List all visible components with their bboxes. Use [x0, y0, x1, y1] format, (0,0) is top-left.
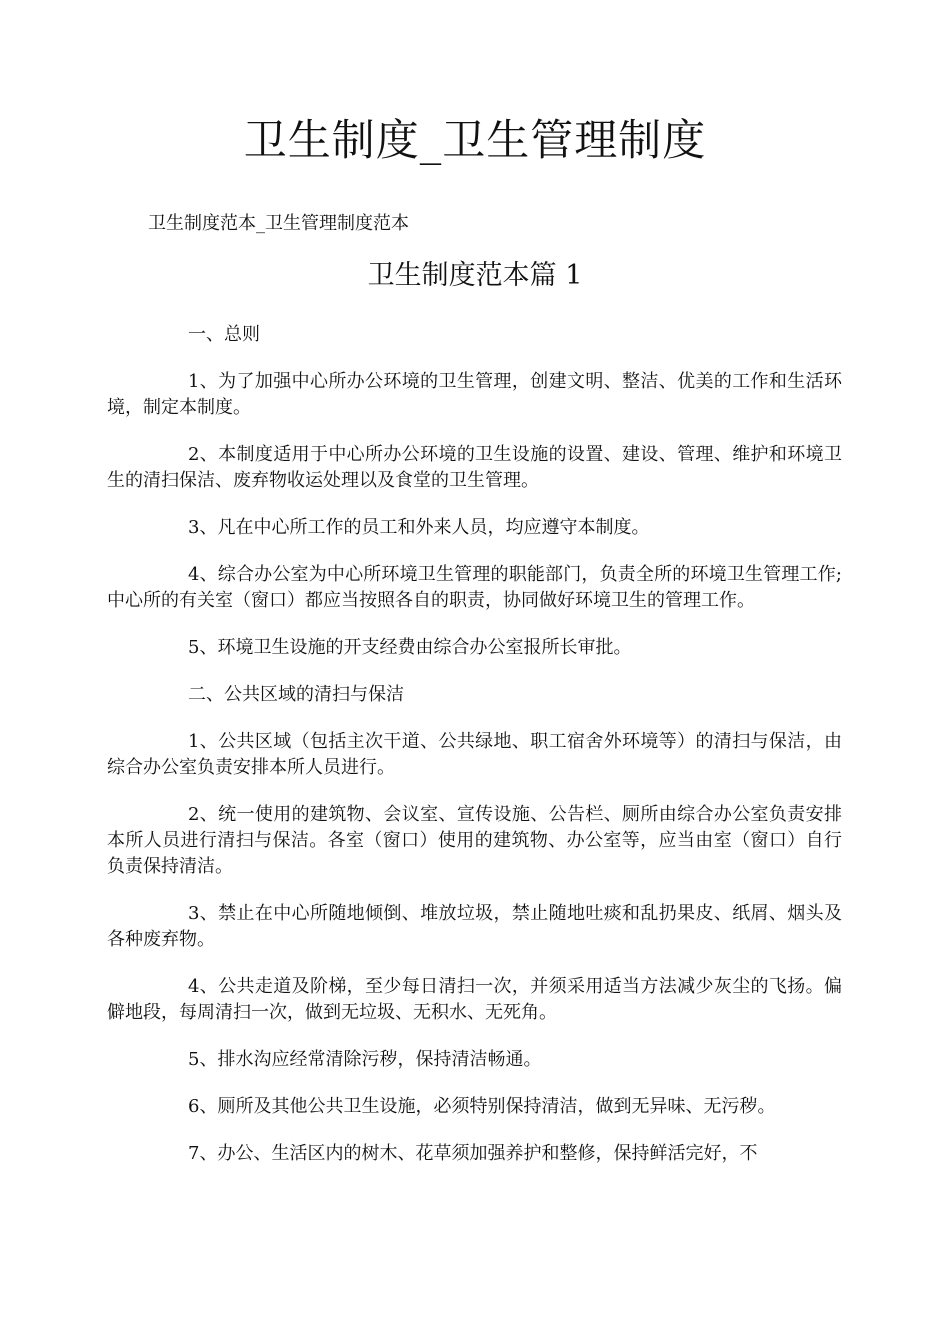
paragraph: 一、总则 — [188, 324, 260, 345]
paragraph: 2、统一使用的建筑物、会议室、宣传设施、公告栏、厕所由综合办公室负责安排本所人员进行清扫与保洁。各室（窗口）使用的建筑物、办公室等，应当由室（窗口）自行负责保持清洁。 — [107, 804, 842, 877]
paragraph: 5、环境卫生设施的开支经费由综合办公室报所长审批。 — [188, 637, 632, 658]
paragraph: 7、办公、生活区内的树木、花草须加强养护和整修，保持鲜活完好，不 — [188, 1143, 758, 1164]
paragraph: 1、为了加强中心所办公环境的卫生管理，创建文明、整洁、优美的工作和生活环境，制定本制度。 — [107, 371, 842, 418]
paragraph: 3、凡在中心所工作的员工和外来人员，均应遵守本制度。 — [188, 517, 650, 538]
document-subtitle: 卫生制度范本_卫生管理制度范本 — [148, 213, 409, 234]
document-title: 卫生制度_卫生管理制度 — [243, 116, 707, 166]
paragraph: 4、综合办公室为中心所环境卫生管理的职能部门，负责全所的环境卫生管理工作;中心所的有关室（窗口）都应当按照各自的职责，协同做好环境卫生的管理工作。 — [107, 564, 842, 611]
paragraph: 3、禁止在中心所随地倾倒、堆放垃圾，禁止随地吐痰和乱扔果皮、纸屑、烟头及各种废弃物。 — [107, 903, 842, 950]
section-heading: 卫生制度范本篇 1 — [367, 260, 583, 291]
paragraph: 6、厕所及其他公共卫生设施，必须特别保持清洁，做到无异味、无污秽。 — [188, 1096, 776, 1117]
paragraph: 二、公共区域的清扫与保洁 — [188, 684, 404, 705]
document-body — [107, 322, 842, 1188]
paragraph: 4、公共走道及阶梯，至少每日清扫一次，并须采用适当方法减少灰尘的飞扬。偏僻地段，每周清扫一次，做到无垃圾、无积水、无死角。 — [107, 976, 842, 1023]
paragraph: 1、公共区域（包括主次干道、公共绿地、职工宿舍外环境等）的清扫与保洁，由综合办公室负责安排本所人员进行。 — [107, 731, 842, 778]
paragraph: 2、本制度适用于中心所办公环境的卫生设施的设置、建设、管理、维护和环境卫生的清扫保洁、废弃物收运处理以及食堂的卫生管理。 — [107, 444, 842, 491]
paragraph: 5、排水沟应经常清除污秽，保持清洁畅通。 — [188, 1049, 542, 1070]
